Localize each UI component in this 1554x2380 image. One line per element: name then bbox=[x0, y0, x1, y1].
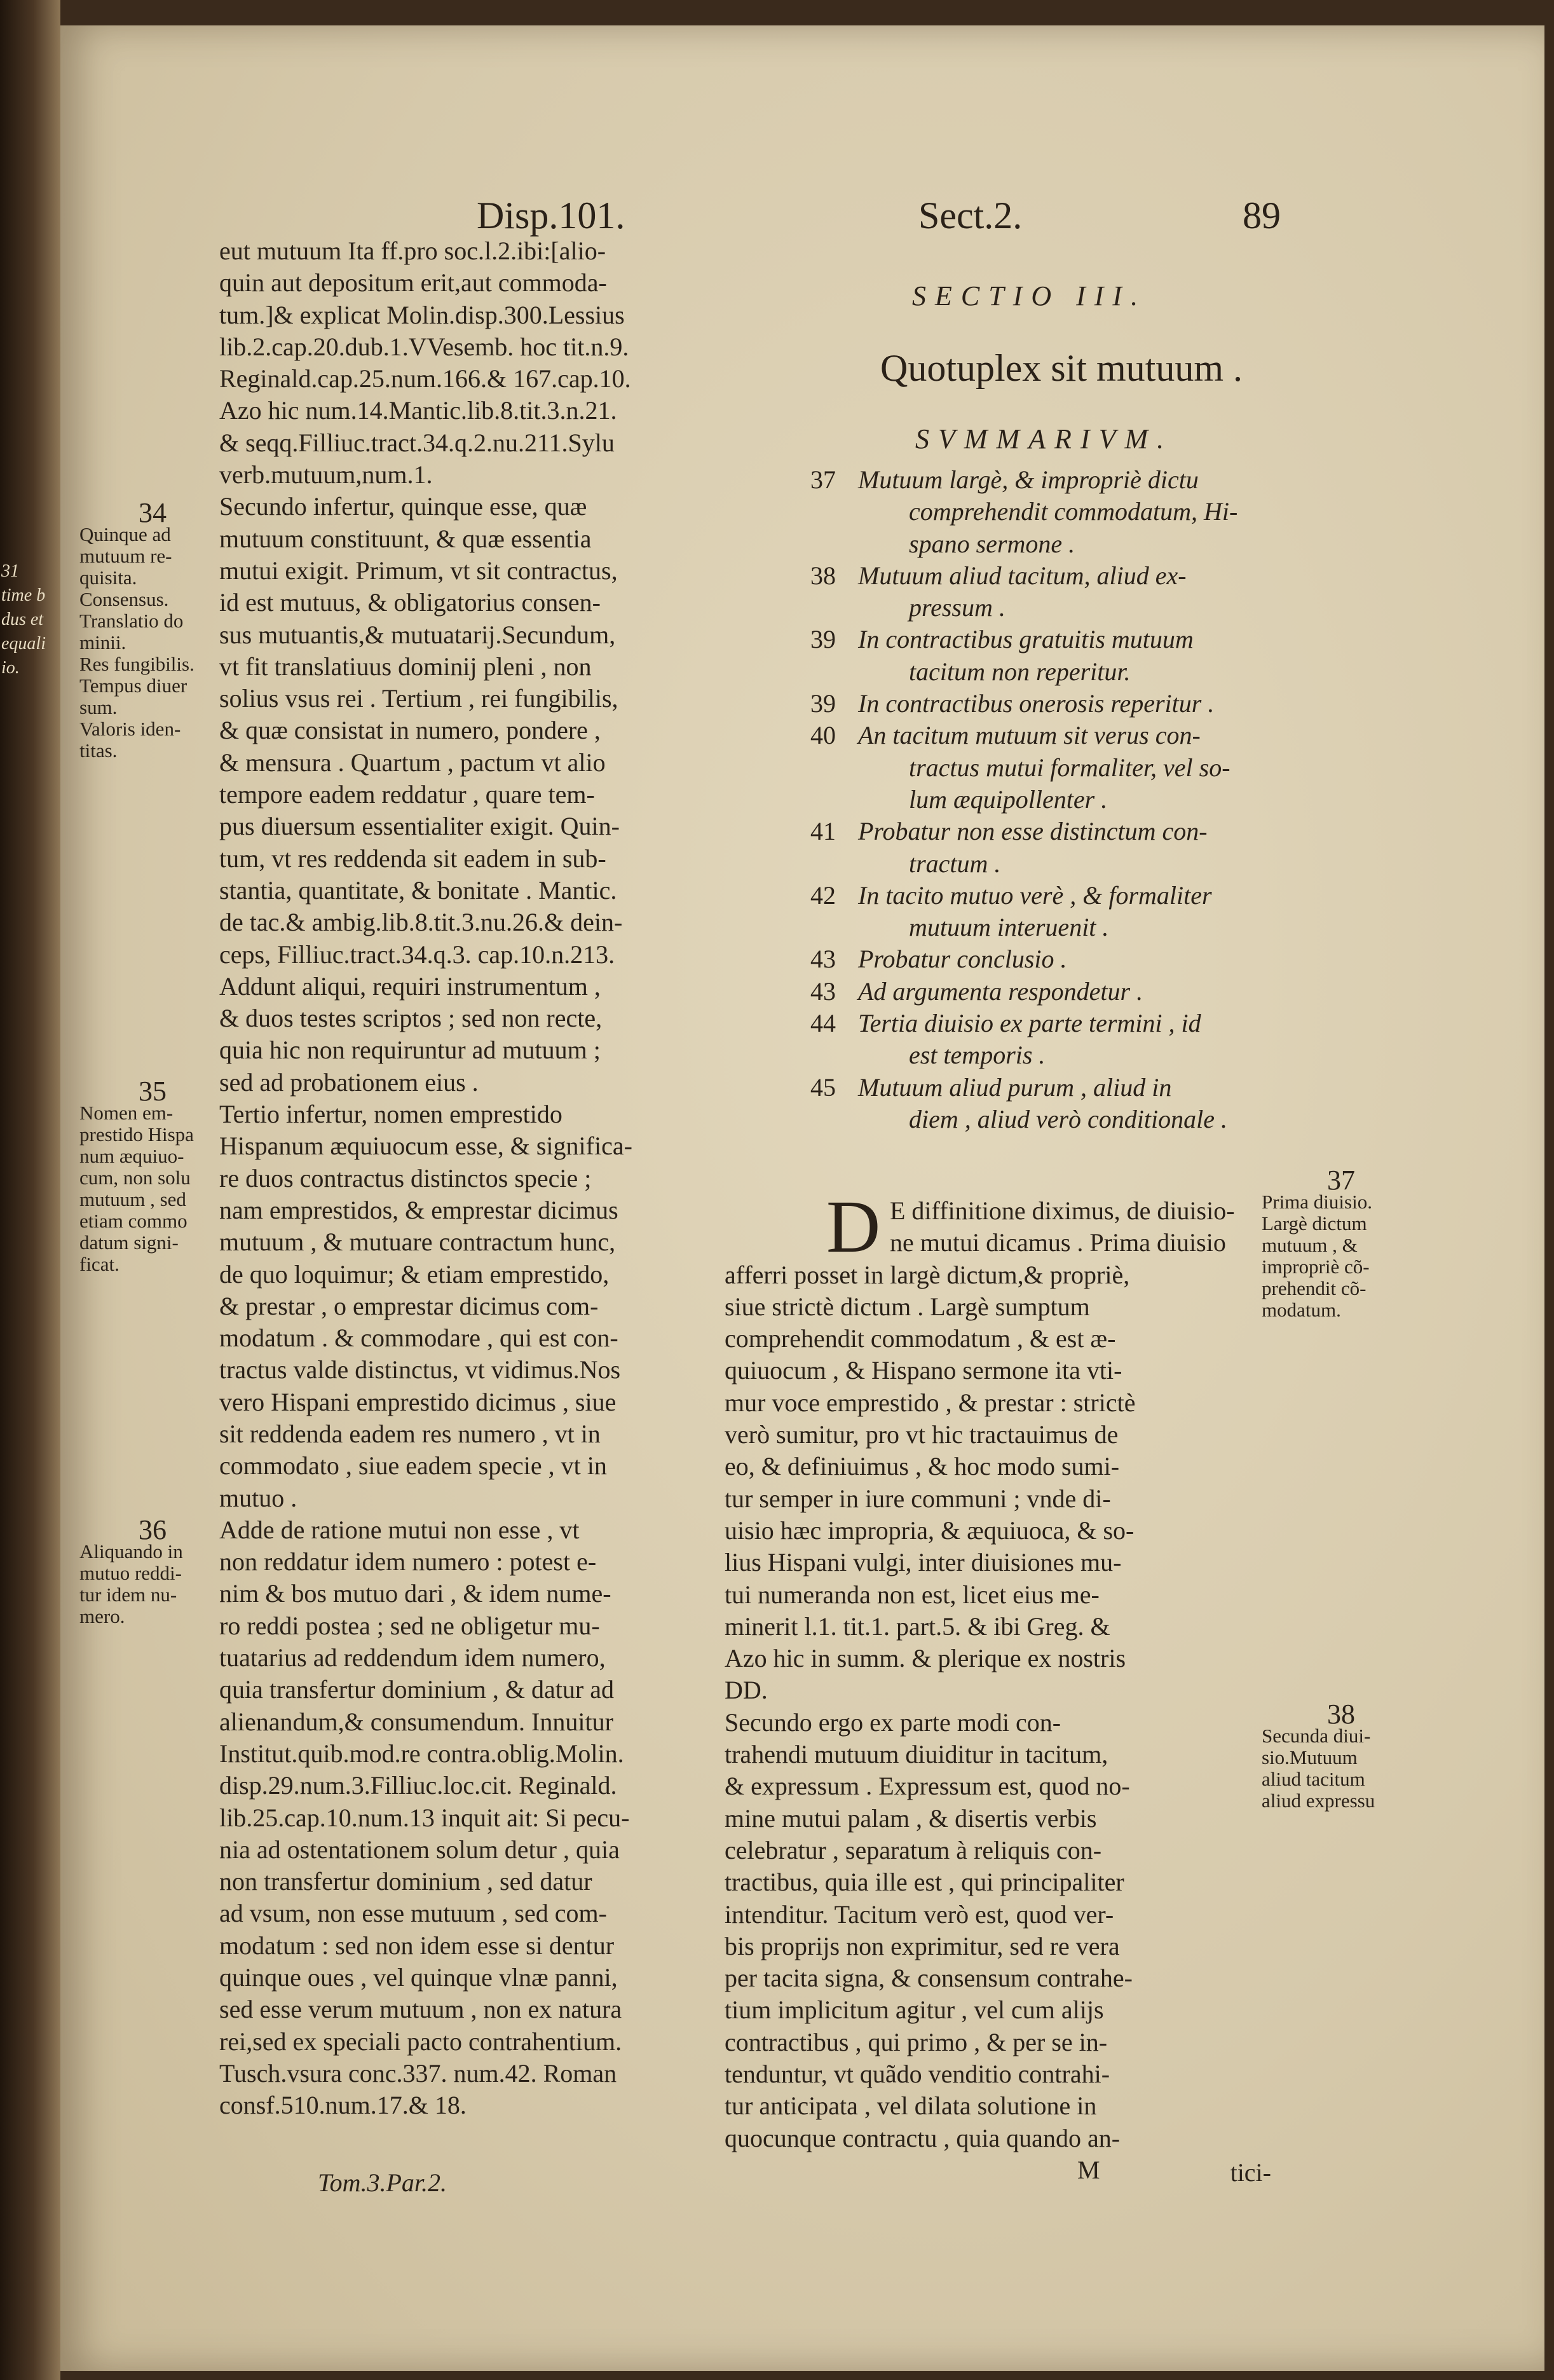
summary-number: 41 bbox=[810, 817, 836, 846]
right-column bbox=[725, 1185, 1271, 2189]
text-line: celebratur , separatum à reliquis con- bbox=[725, 1835, 1102, 1864]
summary-line: est temporis . bbox=[909, 1041, 1046, 1070]
text-line: quocunque contractu , quia quando an- bbox=[725, 2123, 1121, 2152]
margin-note-line: impropriè cõ- bbox=[1262, 1255, 1370, 1278]
margin-note bbox=[79, 497, 226, 762]
text-line: ad vsum, non esse mutuum , sed com- bbox=[219, 1899, 607, 1928]
summary-number: 38 bbox=[810, 561, 836, 590]
text-line: verò sumitur, pro vt hic tractauimus de bbox=[725, 1420, 1119, 1449]
text-line: id est mutuus, & obligatorius consen- bbox=[219, 588, 601, 617]
text-line: tractus valde distinctus, vt vidimus.Nos bbox=[219, 1355, 621, 1385]
margin-note-line: sum. bbox=[79, 696, 118, 718]
summary-item bbox=[810, 688, 1351, 720]
text-line: tum, vt res reddenda sit eadem in sub- bbox=[219, 844, 606, 873]
book-gutter bbox=[0, 0, 60, 2380]
margin-note bbox=[1262, 1699, 1421, 1812]
summary-line: Ad argumenta respondetur . bbox=[858, 976, 1143, 1006]
text-line: tum.]& explicat Molin.disp.300.Lessius bbox=[219, 300, 625, 329]
summary-number: 44 bbox=[810, 1009, 836, 1038]
text-line: quiuocum , & Hispano sermone ita vti- bbox=[725, 1356, 1122, 1385]
summary-item bbox=[810, 816, 1351, 880]
margin-note-line: mutuo reddi- bbox=[79, 1562, 182, 1584]
text-line: modatum : sed non idem esse si dentur bbox=[219, 1931, 615, 1960]
margin-note-line: sio.Mutuum bbox=[1262, 1746, 1358, 1768]
margin-note-number: 36 bbox=[139, 1514, 167, 1545]
margin-note-line: mutuum , sed bbox=[79, 1188, 186, 1210]
text-line: tenduntur, vt quãdo venditio contrahi- bbox=[725, 2060, 1110, 2089]
text-line: Adde de ratione mutui non esse , vt bbox=[219, 1515, 580, 1544]
section-title: Quotuplex sit mutuum . bbox=[880, 347, 1243, 389]
margin-note-line: mero. bbox=[79, 1605, 125, 1627]
text-line: sus mutuantis,& mutuatarij.Secundum, bbox=[219, 620, 616, 649]
summary-line: lum æquipollenter . bbox=[909, 784, 1108, 814]
text-line: ro reddi postea ; sed ne obligetur mu- bbox=[219, 1611, 600, 1640]
margin-note-line: tur idem nu- bbox=[79, 1583, 177, 1606]
gutter-line: 31 bbox=[1, 561, 19, 581]
margin-note-line: minii. bbox=[79, 631, 126, 653]
margin-note-line: Largè dictum bbox=[1262, 1212, 1367, 1234]
margin-note-number: 38 bbox=[1327, 1699, 1355, 1730]
margin-note bbox=[79, 1514, 226, 1627]
margin-note-text bbox=[1262, 1725, 1421, 1812]
margin-note-line: num æquiuo- bbox=[79, 1145, 184, 1167]
summary-line: mutuum interuenit . bbox=[909, 913, 1109, 942]
gutter-line: time b bbox=[1, 585, 46, 605]
text-line: tici- bbox=[1230, 2158, 1271, 2187]
summary-line: Probatur conclusio . bbox=[858, 945, 1067, 974]
signature-mark: M bbox=[1077, 2156, 1100, 2184]
text-line: de tac.& ambig.lib.8.tit.3.nu.26.& dein- bbox=[219, 908, 623, 937]
summary-line: Mutuum aliud purum , aliud in bbox=[858, 1072, 1172, 1102]
summary-line: In contractibus onerosis reperitur . bbox=[858, 689, 1215, 718]
summary-line: In contractibus gratuitis mutuum bbox=[858, 625, 1194, 654]
text-line: & mensura . Quartum , pactum vt alio bbox=[219, 748, 606, 777]
left-column bbox=[219, 235, 737, 2122]
summary-item bbox=[810, 1008, 1351, 1072]
text-line: non reddatur idem numero : potest e- bbox=[219, 1547, 597, 1576]
text-line: & expressum . Expressum est, quod no- bbox=[725, 1772, 1130, 1801]
margin-note-line: prestido Hispa bbox=[79, 1123, 194, 1146]
text-line: mine mutui palam , & disertis verbis bbox=[725, 1803, 1097, 1833]
margin-note-line: titas. bbox=[79, 739, 118, 762]
text-line: minerit l.1. tit.1. part.5. & ibi Greg. & bbox=[725, 1611, 1110, 1641]
text-line: mutuo . bbox=[219, 1483, 297, 1512]
text-line: afferri posset in largè dictum,& propriè, bbox=[725, 1260, 1130, 1289]
text-line: mutuum constituunt, & quæ essentia bbox=[219, 524, 592, 553]
margin-note bbox=[79, 1076, 226, 1275]
summary-item bbox=[810, 464, 1351, 560]
text-line: tur semper in iure communi ; vnde di- bbox=[725, 1484, 1111, 1513]
summary-line: In tacito mutuo verè , & formaliter bbox=[858, 880, 1212, 910]
text-line: tium implicitum agitur , vel cum alijs bbox=[725, 1995, 1104, 2025]
text-line: non transfertur dominium , sed datur bbox=[219, 1867, 592, 1896]
section-heading: SECTIO III. bbox=[912, 280, 1147, 311]
text-line: alienandum,& consumendum. Innuitur bbox=[219, 1707, 613, 1736]
text-line: Secundo infertur, quinque esse, quæ bbox=[219, 492, 587, 521]
margin-note-line: modatum. bbox=[1262, 1299, 1341, 1321]
summary-line: spano sermone . bbox=[909, 529, 1075, 558]
text-line: Reginald.cap.25.num.166.& 167.cap.10. bbox=[219, 364, 631, 393]
summary-line: pressum . bbox=[909, 593, 1005, 622]
text-line: contractibus , qui primo , & per se in- bbox=[725, 2027, 1108, 2056]
text-line: modatum . & commodare , qui est con- bbox=[219, 1323, 618, 1353]
text-line: vt fit translatiuus dominij pleni , non bbox=[219, 652, 592, 681]
text-line: uisio hæc impropria, & æquiuoca, & so- bbox=[725, 1515, 1135, 1545]
text-line: nia ad ostentationem solum detur , quia bbox=[219, 1835, 620, 1864]
margin-note-text bbox=[79, 1102, 226, 1275]
margin-note-line: Tempus diuer bbox=[79, 674, 187, 697]
text-line: tur anticipata , vel dilata solutione in bbox=[725, 2091, 1097, 2121]
margin-note-line: ficat. bbox=[79, 1253, 119, 1275]
summary-item bbox=[810, 1072, 1351, 1136]
margin-note-number: 34 bbox=[139, 497, 167, 528]
page-number: 89 bbox=[1243, 195, 1281, 236]
text-line: stantia, quantitate, & bonitate . Mantic. bbox=[219, 875, 617, 905]
gutter-line: equali bbox=[1, 634, 46, 653]
text-line: sit reddenda eadem res numero , vt in bbox=[219, 1419, 601, 1448]
margin-note-line: Quinque ad bbox=[79, 523, 171, 545]
text-line: Hispanum æquiuocum esse, & significa- bbox=[219, 1132, 632, 1161]
margin-note-line: Valoris iden- bbox=[79, 718, 181, 740]
text-line: eo, & definiuimus , & hoc modo sumi- bbox=[725, 1452, 1120, 1481]
summary-line: comprehendit commodatum, Hi- bbox=[909, 497, 1238, 526]
margin-note-line: aliud expressu bbox=[1262, 1789, 1375, 1812]
margin-note-text bbox=[79, 1541, 226, 1627]
margin-note bbox=[1262, 1165, 1421, 1321]
gutter-line: io. bbox=[1, 658, 20, 678]
gutter-text bbox=[1, 559, 52, 680]
margin-note-line: datum signi- bbox=[79, 1231, 179, 1254]
running-head-left: Disp.101. bbox=[477, 195, 625, 236]
text-line: solius vsus rei . Tertium , rei fungibilis, bbox=[219, 684, 618, 713]
text-line: sed esse verum mutuum , non ex natura bbox=[219, 1995, 622, 2024]
text-line: lib.2.cap.20.dub.1.VVesemb. hoc tit.n.9. bbox=[219, 332, 629, 361]
summary-number: 37 bbox=[810, 465, 836, 494]
text-line: E diffinitione diximus, de diuisio- bbox=[890, 1196, 1235, 1225]
text-line: eut mutuum Ita ff.pro soc.l.2.ibi:[alio- bbox=[219, 236, 606, 265]
text-line: comprehendit commodatum , & est æ- bbox=[725, 1324, 1116, 1353]
margin-note-line: Secunda diui- bbox=[1262, 1725, 1371, 1747]
text-line: tui numeranda non est, licet eius me- bbox=[725, 1580, 1100, 1609]
margin-note-line: Res fungibilis. bbox=[79, 653, 194, 675]
text-line: nam emprestidos, & emprestar dicimus bbox=[219, 1195, 618, 1224]
volume-footer: Tom.3.Par.2. bbox=[318, 2168, 447, 2197]
text-line: rei,sed ex speciali pacto contrahentium. bbox=[219, 2027, 622, 2056]
text-line: tempore eadem reddatur , quare tem- bbox=[219, 780, 595, 809]
text-line: sed ad probationem eius . bbox=[219, 1067, 479, 1097]
margin-note-line: aliud tacitum bbox=[1262, 1768, 1365, 1790]
summary-list bbox=[810, 464, 1351, 1135]
text-line: DD. bbox=[725, 1676, 768, 1705]
margin-note-line: cum, non solu bbox=[79, 1166, 191, 1189]
text-line: per tacita signa, & consensum contrahe- bbox=[725, 1964, 1133, 1993]
text-line: Secundo ergo ex parte modi con- bbox=[725, 1707, 1061, 1737]
summary-item bbox=[810, 720, 1351, 816]
summary-line: diem , aliud verò conditionale . bbox=[909, 1104, 1228, 1133]
text-line: quia hic non requiruntur ad mutuum ; bbox=[219, 1036, 601, 1065]
summary-number: 43 bbox=[810, 976, 836, 1006]
margin-note-number: 35 bbox=[139, 1076, 167, 1107]
text-line: trahendi mutuum diuiditur in tacitum, bbox=[725, 1740, 1108, 1769]
margin-note-line: Aliquando in bbox=[79, 1540, 183, 1563]
margin-note-line: prehendit cõ- bbox=[1262, 1277, 1367, 1299]
text-line: Tusch.vsura conc.337. num.42. Roman bbox=[219, 2058, 617, 2088]
running-head-section: Sect.2. bbox=[918, 195, 1023, 236]
text-line: & seqq.Filliuc.tract.34.q.2.nu.211.Sylu bbox=[219, 428, 615, 457]
summary-line: Mutuum aliud tacitum, aliud ex- bbox=[858, 561, 1187, 590]
margin-note-line: Consensus. bbox=[79, 588, 169, 610]
text-line: Institut.quib.mod.re contra.oblig.Molin. bbox=[219, 1739, 624, 1768]
margin-note-line: mutuum re- bbox=[79, 545, 172, 567]
margin-note-line: mutuum , & bbox=[1262, 1234, 1358, 1256]
summary-item bbox=[810, 560, 1351, 624]
page bbox=[60, 25, 1544, 2371]
summary-item bbox=[810, 943, 1351, 975]
text-line: quin aut depositum erit,aut commoda- bbox=[219, 268, 607, 298]
margin-note-line: Prima diuisio. bbox=[1262, 1191, 1372, 1213]
summary-line: An tacitum mutuum sit verus con- bbox=[858, 721, 1201, 750]
margin-note-line: quisita. bbox=[79, 566, 137, 589]
text-line: ne mutui dicamus . Prima diuisio bbox=[890, 1228, 1226, 1257]
summary-item bbox=[810, 976, 1351, 1008]
summary-line: Probatur non esse distinctum con- bbox=[858, 817, 1208, 846]
summary-line: tacitum non reperitur. bbox=[909, 657, 1131, 686]
summary-number: 40 bbox=[810, 721, 836, 750]
text-line: nim & bos mutuo dari , & idem nume- bbox=[219, 1579, 611, 1608]
margin-note-line: etiam commo bbox=[79, 1210, 187, 1232]
text-line: de quo loquimur; & etiam emprestido, bbox=[219, 1259, 610, 1289]
text-line: mutui exigit. Primum, vt sit contractus, bbox=[219, 556, 618, 585]
text-line: disp.29.num.3.Filliuc.loc.cit. Reginald. bbox=[219, 1771, 617, 1800]
summary-heading: SVMMARIVM. bbox=[915, 423, 1173, 455]
text-line: consf.510.num.17.& 18. bbox=[219, 2091, 467, 2120]
text-line: quinque oues , vel quinque vlnæ panni, bbox=[219, 1963, 618, 1992]
text-line: & quæ consistat in numero, pondere , bbox=[219, 716, 601, 745]
text-line: intenditur. Tacitum verò est, quod ver- bbox=[725, 1899, 1114, 1929]
text-line: quia transfertur dominium , & datur ad bbox=[219, 1675, 614, 1704]
summary-line: Mutuum largè, & impropriè dictu bbox=[858, 465, 1199, 494]
text-line: mur voce emprestido , & prestar : strictè bbox=[725, 1388, 1136, 1417]
summary-item bbox=[810, 880, 1351, 944]
text-line: Tertio infertur, nomen emprestido bbox=[219, 1100, 562, 1129]
text-line: verb.mutuum,num.1. bbox=[219, 460, 433, 489]
text-line: ceps, Filliuc.tract.34.q.3. cap.10.n.213. bbox=[219, 940, 615, 969]
text-line: lius Hispani vulgi, inter diuisiones mu- bbox=[725, 1548, 1122, 1577]
text-line: lib.25.cap.10.num.13 inquit ait: Si pecu- bbox=[219, 1803, 630, 1832]
summary-line: tractus mutui formaliter, vel so- bbox=[909, 753, 1230, 782]
text-line: commodato , siue eadem specie , vt in bbox=[219, 1451, 607, 1481]
text-line: & prestar , o emprestar dicimus com- bbox=[219, 1291, 599, 1320]
summary-number: 43 bbox=[810, 945, 836, 974]
text-line: siue strictè dictum . Largè sumptum bbox=[725, 1292, 1090, 1321]
summary-line: Tertia diuisio ex parte termini , id bbox=[858, 1009, 1201, 1038]
text-line: pus diuersum essentialiter exigit. Quin- bbox=[219, 812, 620, 841]
summary-number: 39 bbox=[810, 689, 836, 718]
margin-note-number: 37 bbox=[1327, 1165, 1355, 1196]
text-line: Azo hic in summ. & plerique ex nostris bbox=[725, 1644, 1126, 1673]
text-line: & duos testes scriptos ; sed non recte, bbox=[219, 1004, 603, 1033]
summary-item bbox=[810, 624, 1351, 688]
summary-number: 45 bbox=[810, 1072, 836, 1102]
text-line: tuatarius ad reddendum idem numero, bbox=[219, 1643, 606, 1672]
text-line: vero Hispani emprestido dicimus , siue bbox=[219, 1387, 617, 1416]
drop-cap: D bbox=[826, 1185, 881, 1268]
text-line: mutuum , & mutuare contractum hunc, bbox=[219, 1228, 616, 1257]
gutter-line: dus et bbox=[1, 610, 44, 629]
text-line: Azo hic num.14.Mantic.lib.8.tit.3.n.21. bbox=[219, 396, 617, 425]
summary-line: tractum . bbox=[909, 849, 1001, 878]
margin-note-line: Translatio do bbox=[79, 610, 184, 632]
summary-number: 39 bbox=[810, 625, 836, 654]
margin-note-text bbox=[1262, 1191, 1421, 1321]
summary-number: 42 bbox=[810, 880, 836, 910]
text-line: re duos contractus distinctos specie ; bbox=[219, 1163, 592, 1193]
margin-note-line: Nomen em- bbox=[79, 1102, 174, 1124]
text-line: bis proprijs non exprimitur, sed re vera bbox=[725, 1931, 1120, 1960]
text-line: Addunt aliqui, requiri instrumentum , bbox=[219, 971, 601, 1001]
margin-note-text bbox=[79, 524, 226, 762]
text-line: tractibus, quia ille est , qui principaliter bbox=[725, 1868, 1124, 1897]
